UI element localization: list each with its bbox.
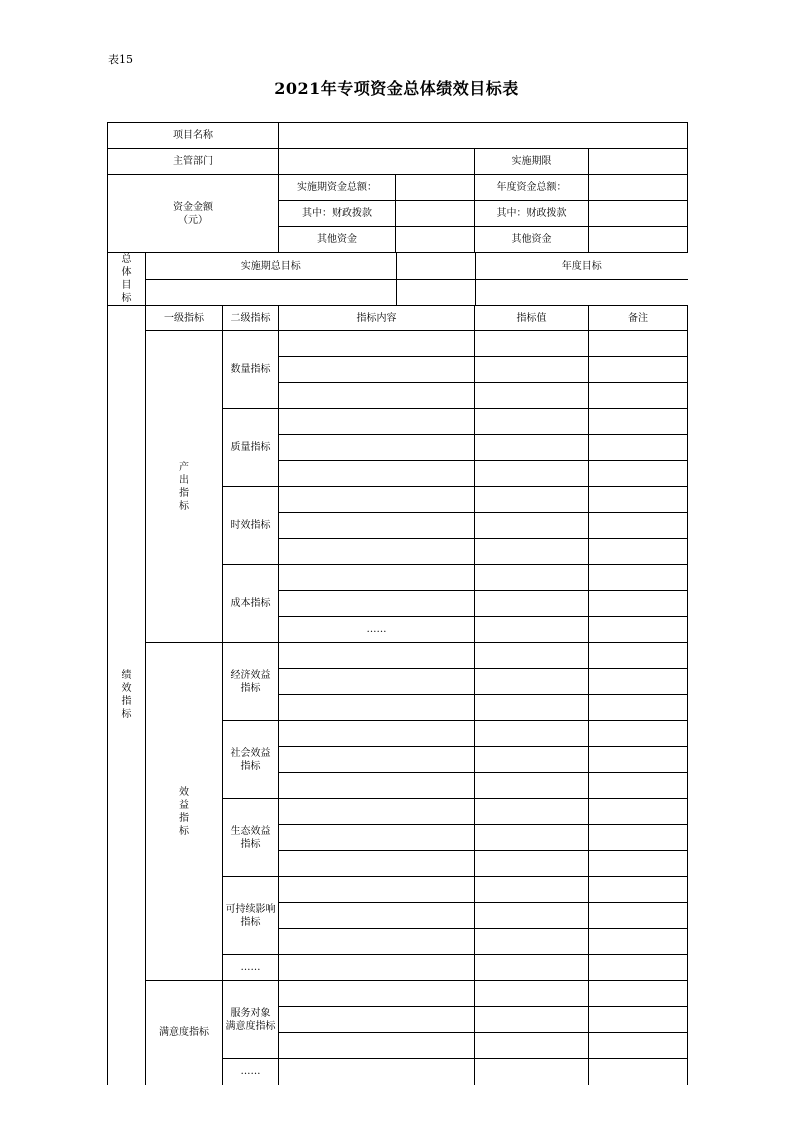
output-indicator-label: 产 出 指 标 [146, 331, 223, 643]
indicator-note-cell[interactable] [589, 409, 688, 435]
indicator-value-cell[interactable] [475, 565, 589, 591]
row-quantity-1 [108, 331, 688, 357]
indicator-value-cell[interactable] [475, 461, 589, 487]
indicator-content-cell[interactable] [279, 461, 475, 487]
indicator-content-cell[interactable] [279, 929, 475, 955]
indicator-content-cell[interactable] [279, 903, 475, 929]
indicator-note-cell[interactable] [589, 955, 688, 981]
indicator-note-cell[interactable] [589, 565, 688, 591]
indicator-value-cell[interactable] [475, 357, 589, 383]
department-value[interactable] [279, 149, 475, 175]
indicator-note-cell[interactable] [589, 851, 688, 877]
ecological-indicator-label: 生态效益 指标 [223, 799, 279, 877]
indicator-value-cell[interactable] [475, 513, 589, 539]
other-funds-value-period[interactable] [396, 227, 475, 253]
indicator-content-cell[interactable] [279, 799, 475, 825]
indicator-value-cell[interactable] [475, 669, 589, 695]
indicator-value-cell[interactable] [475, 929, 589, 955]
indicator-content-cell[interactable] [279, 565, 475, 591]
indicator-content-cell[interactable] [279, 1033, 475, 1059]
indicator-value-cell[interactable] [475, 1007, 589, 1033]
page-label: 表15 [108, 53, 133, 66]
indicator-content-cell[interactable] [279, 747, 475, 773]
annual-goal-value[interactable] [475, 279, 688, 305]
indicator-value-cell[interactable] [475, 539, 589, 565]
indicator-note-cell[interactable] [589, 461, 688, 487]
indicator-value-cell[interactable] [475, 825, 589, 851]
indicator-note-cell[interactable] [589, 357, 688, 383]
indicator-value-cell[interactable] [475, 799, 589, 825]
indicator-note-cell[interactable] [589, 591, 688, 617]
indicator-content-cell[interactable] [279, 383, 475, 409]
indicator-value-cell[interactable] [475, 851, 589, 877]
satisfaction-more-cell[interactable]: …… [223, 1059, 279, 1085]
department-label: 主管部门 [108, 149, 279, 175]
indicator-note-cell[interactable] [589, 825, 688, 851]
indicator-note-cell[interactable] [589, 331, 688, 357]
other-funds-label-period: 其他资金 [279, 227, 396, 253]
indicator-content-cell[interactable] [279, 825, 475, 851]
indicator-content-cell[interactable] [279, 955, 475, 981]
indicator-value-cell[interactable] [475, 383, 589, 409]
indicator-note-cell[interactable] [589, 435, 688, 461]
indicator-note-cell[interactable] [589, 487, 688, 513]
period-total-value[interactable] [396, 175, 475, 201]
indicator-value-cell[interactable] [475, 877, 589, 903]
indicator-content-cell[interactable] [279, 877, 475, 903]
indicator-value-cell[interactable] [475, 747, 589, 773]
indicator-note-cell[interactable] [589, 513, 688, 539]
project-name-label: 项目名称 [108, 123, 279, 149]
indicator-content-cell[interactable] [279, 643, 475, 669]
indicator-content-cell[interactable] [279, 435, 475, 461]
indicator-note-cell[interactable] [589, 877, 688, 903]
indicator-note-cell[interactable] [589, 981, 688, 1007]
funds-label: 资金金额 （元） [108, 175, 279, 253]
fiscal-value-annual[interactable] [589, 201, 688, 227]
goal-spacer-value [396, 279, 475, 305]
indicator-content-cell[interactable] [279, 591, 475, 617]
indicator-content-cell[interactable] [279, 409, 475, 435]
indicator-content-cell[interactable] [279, 487, 475, 513]
indicator-value-cell[interactable] [475, 955, 589, 981]
indicator-note-cell[interactable] [589, 799, 688, 825]
row-department [108, 149, 688, 175]
indicator-value-cell[interactable] [475, 1059, 589, 1085]
indicator-note-cell[interactable] [589, 1007, 688, 1033]
annual-total-label: 年度资金总额： [475, 175, 589, 201]
indicator-value-cell[interactable] [475, 773, 589, 799]
annual-goal-label: 年度目标 [475, 253, 688, 279]
indicator-value-cell[interactable] [475, 1033, 589, 1059]
sustainable-indicator-label: 可持续影响 指标 [223, 877, 279, 955]
quality-indicator-label: 质量指标 [223, 409, 279, 487]
indicator-note-cell[interactable] [589, 747, 688, 773]
indicator-content-cell[interactable] [279, 357, 475, 383]
row-funds-total [108, 175, 688, 201]
indicator-note-cell[interactable] [589, 643, 688, 669]
indicator-note-cell[interactable] [589, 1059, 688, 1085]
indicator-content-cell[interactable] [279, 851, 475, 877]
indicator-note-cell[interactable] [589, 721, 688, 747]
performance-indicator-label: 绩 效 指 标 [108, 306, 146, 1085]
period-total-label: 实施期资金总额： [279, 175, 396, 201]
indicator-value-cell[interactable] [475, 435, 589, 461]
fiscal-label-period: 其中：财政拨款 [279, 201, 396, 227]
indicator-note-cell[interactable] [589, 1033, 688, 1059]
indicator-value-cell[interactable] [475, 695, 589, 721]
indicator-value-cell[interactable] [475, 981, 589, 1007]
indicator-note-cell[interactable] [589, 383, 688, 409]
satisfaction-indicator-label: 满意度指标 [146, 981, 223, 1085]
period-label: 实施期限 [475, 149, 589, 175]
indicator-content-cell[interactable] [279, 1059, 475, 1085]
indicator-note-cell[interactable] [589, 669, 688, 695]
indicator-content-cell[interactable] [279, 669, 475, 695]
indicator-content-cell[interactable] [279, 773, 475, 799]
indicator-content-cell[interactable] [279, 1007, 475, 1033]
col-content-header: 指标内容 [279, 306, 475, 331]
col-level2-header: 二级指标 [223, 306, 279, 331]
indicator-content-cell[interactable] [279, 695, 475, 721]
timeliness-indicator-label: 时效指标 [223, 487, 279, 565]
col-value-header: 指标值 [475, 306, 589, 331]
project-name-value[interactable] [279, 123, 688, 149]
social-indicator-label: 社会效益 指标 [223, 721, 279, 799]
col-note-header: 备注 [589, 306, 688, 331]
output-more-cell[interactable]: …… [279, 617, 475, 643]
indicator-value-cell[interactable] [475, 409, 589, 435]
row-indicator-header [108, 306, 688, 331]
indicator-value-cell[interactable] [475, 903, 589, 929]
quantity-indicator-label: 数量指标 [223, 331, 279, 409]
indicator-value-cell[interactable] [475, 591, 589, 617]
annual-total-value[interactable] [589, 175, 688, 201]
period-value[interactable] [589, 149, 688, 175]
other-funds-value-annual[interactable] [589, 227, 688, 253]
cost-indicator-label: 成本指标 [223, 565, 279, 643]
overall-goal-label: 总 体 目 标 [108, 253, 146, 306]
indicator-value-cell[interactable] [475, 487, 589, 513]
indicator-note-cell[interactable] [589, 695, 688, 721]
row-project-name [108, 123, 688, 149]
performance-goal-table [107, 122, 688, 1085]
period-goal-label: 实施期总目标 [146, 253, 396, 279]
page-title: 2021年专项资金总体绩效目标表 [274, 79, 519, 98]
service-target-label: 服务对象 满意度指标 [223, 981, 279, 1059]
indicator-note-cell[interactable] [589, 929, 688, 955]
economic-indicator-label: 经济效益 指标 [223, 643, 279, 721]
col-level1-header: 一级指标 [146, 306, 223, 331]
indicator-note-cell[interactable] [589, 773, 688, 799]
indicator-content-cell[interactable] [279, 331, 475, 357]
other-funds-label-annual: 其他资金 [475, 227, 589, 253]
indicator-value-cell[interactable] [475, 331, 589, 357]
indicator-content-cell[interactable] [279, 513, 475, 539]
indicator-note-cell[interactable] [589, 617, 688, 643]
row-goals-header [108, 253, 688, 306]
goal-spacer [396, 253, 475, 279]
indicator-content-cell[interactable] [279, 721, 475, 747]
fiscal-value-period[interactable] [396, 201, 475, 227]
indicator-value-cell[interactable] [475, 617, 589, 643]
benefit-indicator-label: 效 益 指 标 [146, 643, 223, 981]
period-goal-value[interactable] [146, 279, 396, 305]
fiscal-label-annual: 其中：财政拨款 [475, 201, 589, 227]
indicator-note-cell[interactable] [589, 903, 688, 929]
indicator-content-cell[interactable] [279, 981, 475, 1007]
indicator-note-cell[interactable] [589, 539, 688, 565]
benefit-more-cell[interactable]: …… [223, 955, 279, 981]
indicator-value-cell[interactable] [475, 721, 589, 747]
indicator-content-cell[interactable] [279, 539, 475, 565]
indicator-value-cell[interactable] [475, 643, 589, 669]
